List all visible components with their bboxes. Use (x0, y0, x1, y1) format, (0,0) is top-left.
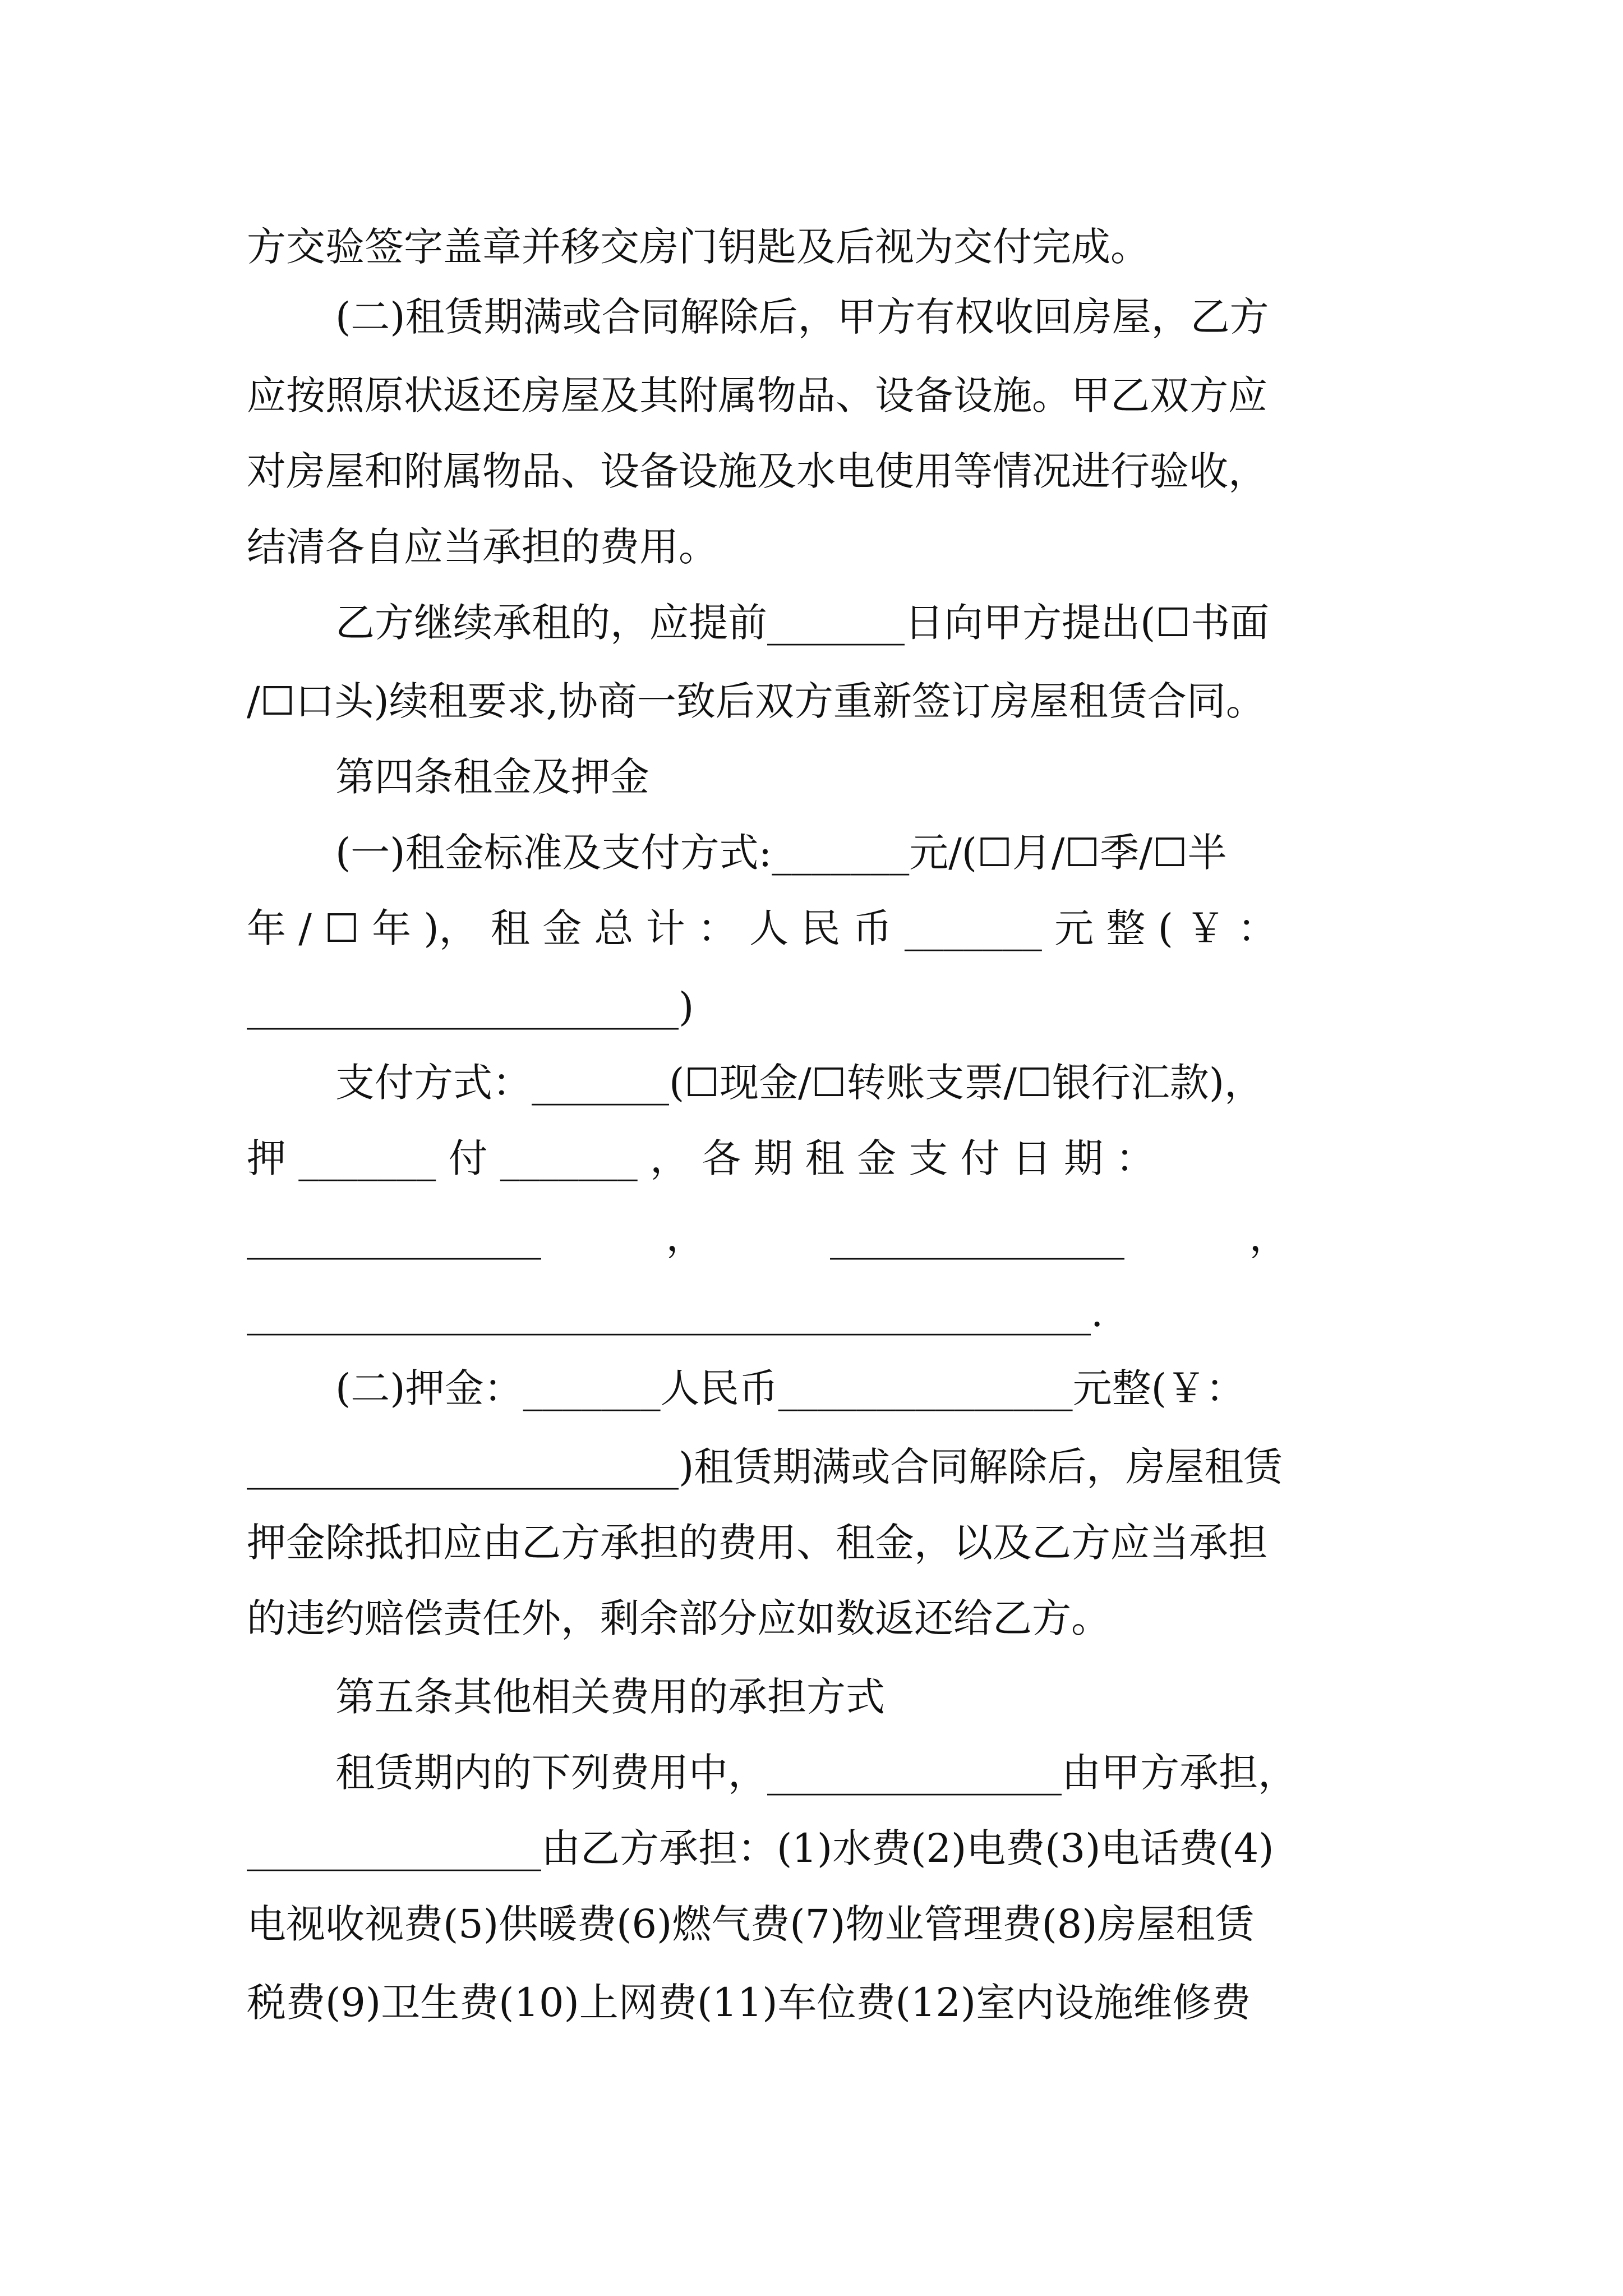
paragraph-line: 方交验签字盖章并移交房门钥匙及后视为交付完成。 (247, 224, 1150, 270)
paragraph-line: _______________由乙方承担：(1)水费(2)电费(3)电话费(4) (247, 1825, 1274, 1871)
paragraph-line: 乙方继续承租的，应提前_______日向甲方提出(☐书面 (335, 600, 1270, 646)
paragraph-line: 应按照原状返还房屋及其附属物品、设备设施。甲乙双方应 (247, 372, 1267, 418)
paragraph-line: (二)租赁期满或合同解除后，甲方有权收回房屋，乙方 (335, 294, 1269, 340)
paragraph-line: 押 _______ 付 _______ ， 各 期 租 金 支 付 日 期 ： (247, 1135, 1155, 1181)
paragraph-line: 结清各自应当承担的费用。 (247, 524, 718, 570)
paragraph-line: _______________ ， _______________ ， (247, 1214, 1289, 1260)
paragraph-line: ___________________________________________. (247, 1290, 1104, 1336)
paragraph-line: ______________________)租赁期满或合同解除后，房屋租赁 (247, 1444, 1283, 1490)
section-heading: 第五条其他相关费用的承担方式 (335, 1674, 885, 1720)
paragraph-line: 电视收视费(5)供暖费(6)燃气费(7)物业管理费(8)房屋租赁 (247, 1901, 1255, 1947)
paragraph-line: 的违约赔偿责任外，剩余部分应如数返还给乙方。 (247, 1595, 1110, 1641)
paragraph-line: 租赁期内的下列费用中，_______________由甲方承担， (335, 1750, 1297, 1796)
paragraph-line: 支付方式：_______(☐现金/☐转账支票/☐银行汇款)， (335, 1060, 1264, 1106)
paragraph-line: (一)租金标准及支付方式:_______元/(☐月/☐季/☐半 (335, 830, 1227, 876)
paragraph-line: /☐口头)续租要求,协商一致后双方重新签订房屋租赁合同。 (247, 678, 1265, 724)
paragraph-line: 对房屋和附属物品、设备设施及水电使用等情况进行验收， (247, 448, 1267, 494)
paragraph-line: 年 / ☐ 年 )， 租 金 总 计 ： 人 民 币 _______ 元 整 ( ￥ ： (247, 905, 1277, 951)
paragraph-line: 税费(9)卫生费(10)上网费(11)车位费(12)室内设施维修费 (247, 1980, 1251, 2026)
paragraph-line: (二)押金：_______人民币_______________元整(￥： (335, 1365, 1245, 1411)
section-heading: 第四条租金及押金 (335, 754, 649, 800)
paragraph-line: 押金除抵扣应由乙方承担的费用、租金，以及乙方应当承担 (247, 1520, 1267, 1566)
paragraph-line: ______________________) (247, 984, 694, 1030)
